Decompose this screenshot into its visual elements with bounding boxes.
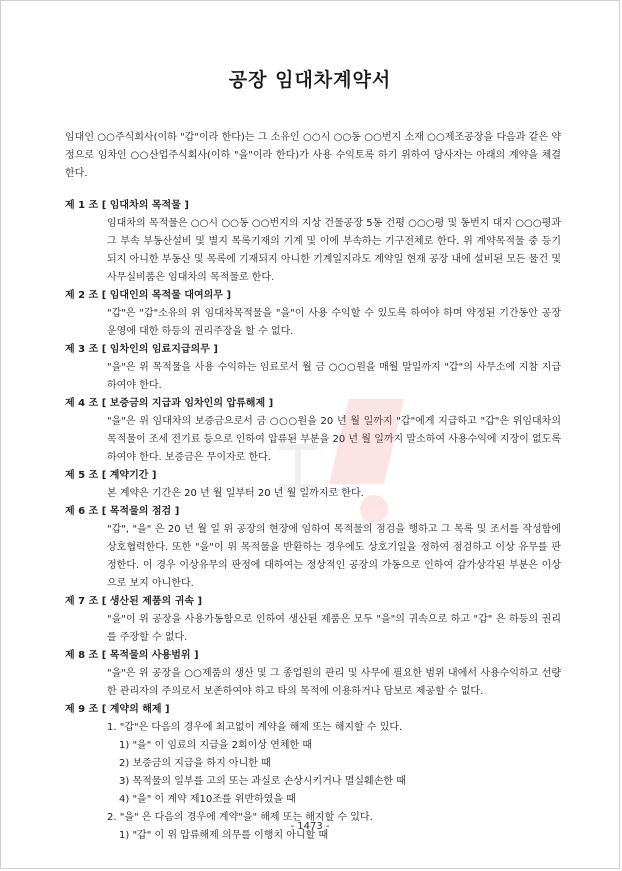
article-heading: 제 7 조 [ 생산된 제품의 귀속 ]	[65, 596, 203, 607]
article-body: 본 계약은 기간은 20 년 월 일부터 20 년 월 일까지로 한다.	[107, 488, 364, 499]
article-heading: 제 5 조 [ 계약기간 ]	[65, 470, 157, 481]
page-title: 공장 임대차계약서	[228, 69, 392, 91]
article-heading: 제 4 조 [ 보증금의 지급과 임차인의 압류해제 ]	[65, 398, 274, 409]
article-4	[65, 395, 561, 467]
list-item: 2. "을" 은 다음의 경우에 계약"을" 해제 또는 해지할 수 있다.	[107, 812, 373, 823]
article-heading: 제 8 조 [ 목적물의 사용범위 ]	[65, 650, 199, 661]
list-item: 4) "을" 이 계약 제10조를 위반하였을 때	[119, 794, 296, 805]
article-body: "갑"은 "갑"소유의 위 임대차목적물을 "을"이 사용 수익할 수 있도록 하여야 하며 약정된 기간동안 공장운영에 대한 하등의 권리주장을 할 수 없다.	[107, 308, 561, 337]
article-6	[65, 503, 561, 593]
list-item: 2) 보증금의 지급을 하지 아니한 때	[119, 758, 271, 769]
document-content	[65, 129, 561, 845]
article-2	[65, 287, 561, 341]
article-5	[65, 467, 561, 503]
article-body: "을"은 위 임대차의 보증금으로서 금 ○○○원을 20 년 월 일까지 "갑"에게 지급하고 "갑"은 위임대차의 목적물이 조세 전기료 등으로 인하여 압류된 부분을 20 년 월 일까지 말소하여 사용수익에 지장이 없도록 하여야 한다. 보증금은 무이자로 한다.	[107, 416, 561, 463]
list-item: 1) "갑" 이 위 압류해제 의무를 이행치 아니할 때	[119, 830, 329, 841]
article-heading: 제 1 조 [ 임대차의 목적물 ]	[65, 200, 189, 211]
article-8	[65, 647, 561, 701]
article-heading: 제 6 조 [ 목적물의 점검 ]	[65, 506, 180, 517]
article-body: "을"은 위 목적물을 사용 수익하는 임료로서 월 금 ○○○원을 매월 말일까지 "갑"의 사무소에 지참 지급하여야 한다.	[107, 362, 561, 391]
article-body: "을"은 위 공장을 ○○제품의 생산 및 그 종업원의 관리 및 사무에 필요한 범위 내에서 사용수익하고 선량한 관리자의 주의로서 보존하여야 하고 타의 목적에 이용하거나 담보로 제공할 수 없다.	[107, 668, 561, 697]
article-7	[65, 593, 561, 647]
article-heading: 제 3 조 [ 임차인의 임료지급의무 ]	[65, 344, 218, 355]
page-number: - 1473 -	[290, 821, 330, 832]
intro-paragraph: 임대인 ○○주식회사(이하 "갑"이라 한다)는 그 소유인 ○○시 ○○동 ○○번지 소재 ○○제조공장을 다음과 같은 약정으로 임차인 ○○산업주식회사(이하 "을"이라 한다)가 사용 수익토록 하기 위하여 당사자는 아래의 계약을 체결한다.	[65, 132, 561, 179]
article-heading: 제 2 조 [ 임대인의 목적물 대여의무 ]	[65, 290, 232, 301]
list-item: 3) 목적물의 일부를 고의 또는 과실로 손상시키거나 멸실훼손한 때	[119, 776, 406, 787]
list-item: 1. "갑"은 다음의 경우에 최고없이 계약을 해제 또는 해지할 수 있다.	[107, 722, 403, 733]
article-3	[65, 341, 561, 395]
article-body: 임대차의 목적물은 ○○시 ○○동 ○○번지의 지상 건물공장 5동 건평 ○○○평 및 동번지 대지 ○○○평과 그 부속 부동산설비 및 별지 목록기재의 기계 및 이에 부속하는 기구전체로 한다. 위 계약목적물 중 등기되지 아니한 부동산 및 목록에 기재되지 아니한 기계일지라도 계약일 현재 공장 내에 설비된 모든 물건 및 사무실비품은 임대차의 목적물로 한다.	[107, 218, 561, 283]
article-body: "갑", "을" 은 20 년 월 일 위 공장의 현장에 임하여 목적물의 점검을 행하고 그 목록 및 조서를 작성함에 상호협력한다. 또한 "을"이 위 목적물을 반환하는 경우에도 상호기일을 정하여 점검하고 이상 유무를 판정한다. 이 경우 이상유무의 판정에 대하여는 정상적인 공장의 가동으로 인하여 감가상각된 부분은 이상으로 보지 아니한다.	[107, 524, 561, 589]
article-body: "을"이 위 공장을 사용가동함으로 인하여 생산된 제품은 모두 "을"의 귀속으로 하고 "갑" 은 하등의 권리를 주장할 수 없다.	[107, 614, 561, 643]
article-1	[65, 197, 561, 287]
list-item: 1) "을" 이 임료의 지급을 2회이상 연체한 때	[119, 740, 312, 751]
article-heading: 제 9 조 [ 계약의 해제 ]	[65, 704, 170, 715]
